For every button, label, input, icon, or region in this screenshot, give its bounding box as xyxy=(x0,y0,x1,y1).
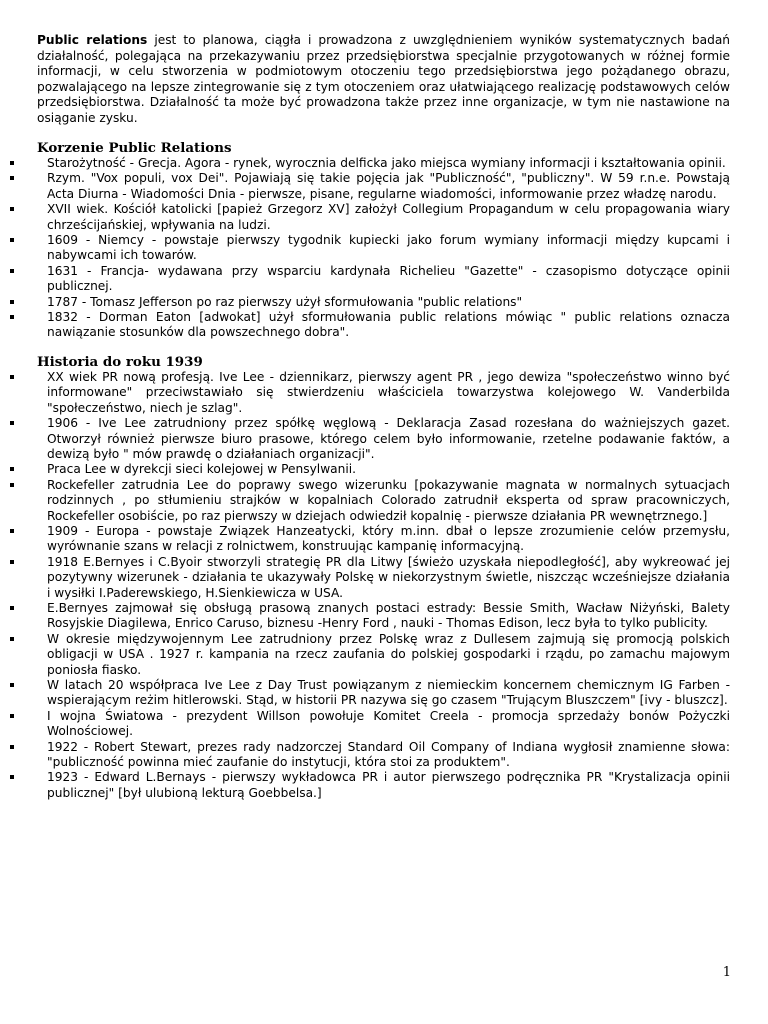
intro-term: Public relations xyxy=(37,33,148,47)
section-heading-history: Historia do roku 1939 xyxy=(37,353,203,370)
list-item: Praca Lee w dyrekcji sieci kolejowej w Pensylwanii. xyxy=(37,462,730,477)
list-item: W latach 20 współpraca Ive Lee z Day Trust powiązanym z niemieckim koncernem chemicznym IG Farben - wspierającym reżim hitlerowski. Stąd, w historii PR nazywa się go czasem "Trującym Bluszczem" [ivy - bluszcz]. xyxy=(37,678,730,709)
list-item: 1923 - Edward L.Bernays - pierwszy wykładowca PR i autor pierwszego podręcznika PR "Krystalizacja opinii publicznej" [był ulubioną lekturą Goebbelsa.] xyxy=(37,770,730,801)
document-content xyxy=(37,33,730,801)
section-heading-roots: Korzenie Public Relations xyxy=(37,140,232,156)
list-item: I wojna Światowa - prezydent Willson powołuje Komitet Creela - promocja sprzedaży bonów Pożyczki Wolnościowej. xyxy=(37,709,730,740)
list-item: 1832 - Dorman Eaton [adwokat] użył sformułowania public relations mówiąc " public relations oznacza nawiązanie stosunków dla powszechnego dobra". xyxy=(37,310,730,341)
list-item: Rockefeller zatrudnia Lee do poprawy swego wizerunku [pokazywanie magnata w normalnych sytuacjach rodzinnych , po stłumieniu strajków w kopalniach Colorado zatrudnił eksperta od spraw pracowniczych, Rockefeller osobiście, po raz pierwszy w dziejach odwiedził kopalnię - pierwsze działania PR wewnętrznego.] xyxy=(37,478,730,524)
list-item: 1631 - Francja- wydawana przy wsparciu kardynała Richelieu "Gazette" - czasopismo dotyczące opinii publicznej. xyxy=(37,264,730,295)
list-item: 1909 - Europa - powstaje Związek Hanzeatycki, który m.inn. dbał o lepsze zrozumienie celów przemysłu, wyrównanie szans w relacji z rolnictwem, konstruując kampanię informacyjną. xyxy=(37,524,730,555)
roots-list xyxy=(37,156,730,341)
list-item: 1922 - Robert Stewart, prezes rady nadzorczej Standard Oil Company of Indiana wygłosił znamienne słowa: "publiczność powinna mieć zaufanie do instytucji, która stoi za produktem". xyxy=(37,740,730,771)
page-number: 1 xyxy=(722,965,731,980)
list-item: 1787 - Tomasz Jefferson po raz pierwszy użył sformułowania "public relations" xyxy=(37,295,730,310)
list-item: Starożytność - Grecja. Agora - rynek, wyrocznia delficka jako miejsca wymiany informacji i kształtowania opinii. xyxy=(37,156,730,171)
list-item: 1906 - Ive Lee zatrudniony przez spółkę węglową - Deklaracja Zasad rozesłana do ważniejszych gazet. Otworzył również pierwsze biuro prasowe, którego celem było informowanie, rzetelne podawanie faktów, a dewizą było " mów prawdę o działaniach organizacji". xyxy=(37,416,730,462)
list-item: 1609 - Niemcy - powstaje pierwszy tygodnik kupiecki jako forum wymiany informacji między kupcami i nabywcami ich towarów. xyxy=(37,233,730,264)
list-item: XVII wiek. Kościół katolicki [papież Grzegorz XV] założył Collegium Propagandum w celu propagowania wiary chrześcijańskiej, wpływania na ludzi. xyxy=(37,202,730,233)
list-item: 1918 E.Bernyes i C.Byoir stworzyli strategię PR dla Litwy [świeżo uzyskała niepodległość], aby wykreować jej pozytywny wizerunek - działania te ukazywały Polskę w niekorzystnym świetle, niszcząc wcześniejsze działania i wysiłki I.Paderewskiego, H.Sienkiewicza w USA. xyxy=(37,555,730,601)
list-item: W okresie międzywojennym Lee zatrudniony przez Polskę wraz z Dullesem zajmują się promocją polskich obligacji w USA . 1927 r. kampania na rzecz zaufania do polskiej gospodarki i rządu, po zamachu majowym poniosła fiasko. xyxy=(37,632,730,678)
history-list xyxy=(37,370,730,801)
intro-text: jest to planowa, ciągła i prowadzona z uwzględnieniem wyników systematycznych badań działalność, polegająca na przekazywaniu przez przedsiębiorstwa specjalnie przygotowanych w różnej formie informacji, w celu stworzenia w podmiotowym otoczeniu tego przedsiębiorstwa jego pożądanego obrazu, pozwalającego na lepsze zintegrowanie się z tym otoczeniem oraz ułatwiającego realizację podstawowych celów przedsiębiorstwa. Działalność ta może być prowadzona także przez inne organizacje, w tym nie nastawione na osiąganie zysku. xyxy=(37,33,731,125)
list-item: XX wiek PR nową profesją. Ive Lee - dziennikarz, pierwszy agent PR , jego dewiza "społeczeństwo winno być informowane" przeciwstawiało się stwierdzeniu właściciela towarzystwa kolejowego W. Vanderbilda "społeczeństwo, niech je szlag". xyxy=(37,370,730,416)
intro-paragraph xyxy=(37,33,730,126)
list-item: E.Bernyes zajmował się obsługą prasową znanych postaci estrady: Bessie Smith, Wacław Niżyński, Balety Rosyjskie Diagilewa, Enrico Caruso, biznesu -Henry Ford , nauki - Thomas Edison, lecz była to tylko publicity. xyxy=(37,601,730,632)
list-item: Rzym. "Vox populi, vox Dei". Pojawiają się takie pojęcia jak "Publiczność", "publiczny". W 59 r.n.e. Powstają Acta Diurna - Wiadomości Dnia - pierwsze, pisane, regularne wiadomości, informowanie przez władzę narodu. xyxy=(37,171,730,202)
